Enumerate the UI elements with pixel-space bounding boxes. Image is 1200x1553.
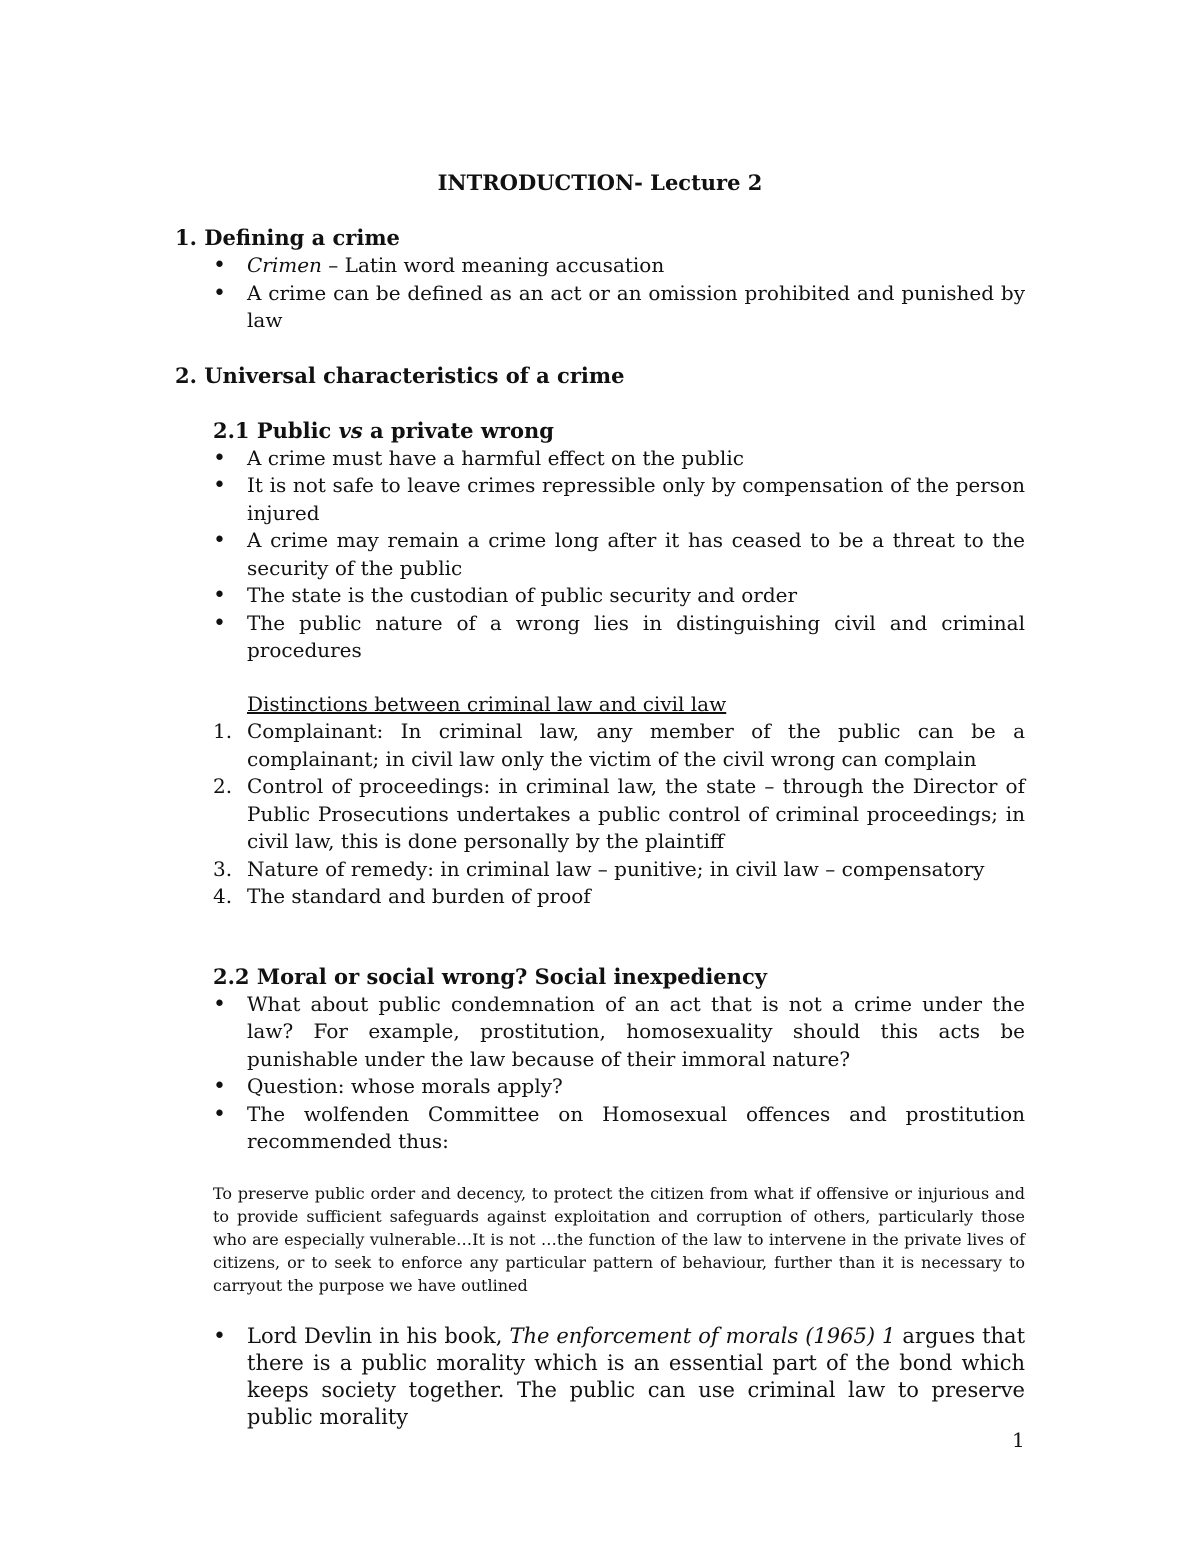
section-1-heading: 1. Defining a crime xyxy=(175,225,400,250)
devlin-text: argues that there is a public morality which is an essential part of the bond which keeps society together. The public can use criminal law to preserve public morality xyxy=(247,1323,1026,1429)
list-number: 4. xyxy=(213,884,233,908)
list-item: • Question: whose morals apply? xyxy=(175,1073,1025,1101)
list-item xyxy=(175,1323,1025,1431)
list-item: • A crime can be defined as an act or an omission prohibited and punished by law xyxy=(175,280,1025,335)
list-item: • The state is the custodian of public security and order xyxy=(175,582,1025,610)
list-text: Complainant: In criminal law, any member of the public can be a complainant; in civil law only the victim of the civil wrong can complain xyxy=(247,719,1025,771)
list-item: • A crime may remain a crime long after it has ceased to be a threat to the security of the public xyxy=(175,527,1025,582)
list-item: • A crime must have a harmful effect on the public xyxy=(175,445,1025,473)
term-definition: – Latin word meaning accusation xyxy=(321,253,665,277)
page-number: 1 xyxy=(1012,1428,1025,1452)
list-item xyxy=(175,773,1025,856)
list-text: Nature of remedy: in criminal law – punitive; in civil law – compensatory xyxy=(247,856,985,881)
book-title: The enforcement of morals (1965) 1 xyxy=(509,1323,896,1348)
list-item xyxy=(175,883,1025,911)
section-2-1-list xyxy=(175,445,1025,665)
section-2-2-list xyxy=(175,991,1025,1156)
heading-part: 2.1 Public xyxy=(213,417,339,443)
list-text: Control of proceedings: in criminal law, the state – through the Director of Public Prosecutions undertakes a public control of criminal proceedings; in civil law, this is done personally by the plaintiff xyxy=(247,774,1025,853)
list-text: The standard and burden of proof xyxy=(247,884,591,908)
list-number: 1. xyxy=(213,719,233,743)
devlin-list xyxy=(175,1323,1025,1431)
section-2-1-heading xyxy=(175,417,1025,445)
list-item xyxy=(175,252,1025,280)
distinctions-list xyxy=(175,718,1025,911)
heading-part: a private wrong xyxy=(362,417,554,443)
heading-vs: vs xyxy=(338,417,363,443)
section-2-heading: 2. Universal characteristics of a crime xyxy=(175,362,625,388)
document-body xyxy=(175,168,1025,1431)
list-item: • The wolfenden Committee on Homosexual offences and prostitution recommended thus: xyxy=(175,1101,1025,1156)
list-item: • The public nature of a wrong lies in distinguishing civil and criminal procedures xyxy=(175,610,1025,665)
distinctions-title: Distinctions between criminal law and civil law xyxy=(247,691,727,716)
list-item: • What about public condemnation of an act that is not a crime under the law? For example, prostitution, homosexuality should this acts be punishable under the law because of their immoral nature? xyxy=(175,991,1025,1074)
list-item xyxy=(175,856,1025,884)
list-number: 3. xyxy=(213,856,233,881)
list-item xyxy=(175,718,1025,773)
section-2-2-heading: 2.2 Moral or social wrong? Social inexpediency xyxy=(213,963,767,989)
term-crimen: Crimen xyxy=(247,253,322,277)
section-1-list xyxy=(175,252,1025,335)
wolfenden-quote: To preserve public order and decency, to protect the citizen from what if offensive or injurious and to provide sufficient safeguards against exploitation and corruption of others, particularly those who are especially vulnerable…It is not …the function of the law to intervene in the private lives of citizens, or to seek to enforce any particular pattern of behaviour, further than it is necessary to carryout the purpose we have outlined xyxy=(213,1183,1025,1295)
list-item: • It is not safe to leave crimes repressible only by compensation of the person injured xyxy=(175,472,1025,527)
list-number: 2. xyxy=(213,774,233,798)
page-title: INTRODUCTION- Lecture 2 xyxy=(437,170,763,195)
devlin-text: Lord Devlin in his book, xyxy=(247,1323,510,1348)
